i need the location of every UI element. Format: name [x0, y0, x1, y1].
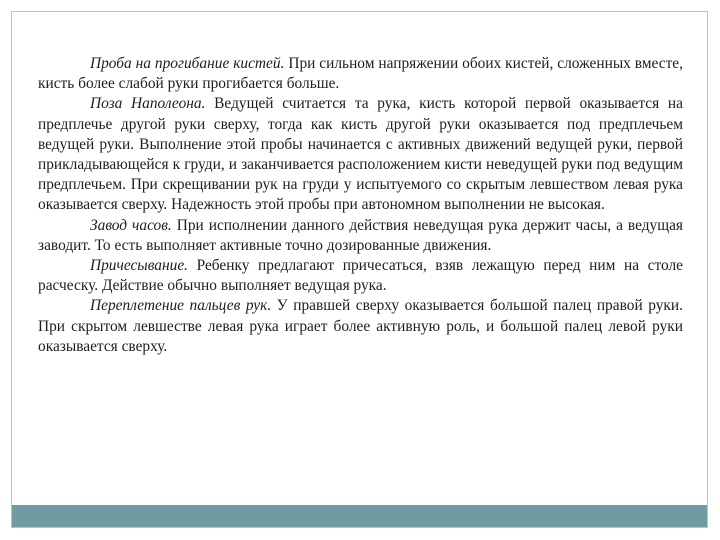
- text-block: [38, 54, 683, 357]
- footer-band: [12, 505, 707, 527]
- paragraph-body: Ведущей считается та рука, кисть которой первой оказывается на предплечье другой руки сверху, тогда как кисть другой руки оказывается под предплечьем ведущей руки. Выполнение этой пробы начинается с активных движений ведущей руки, первой прикладывающейся к груди, и заканчивается расположением кисти неведущей руки под ведущим предплечьем. При скрещивании рук на груди у испытуемого со скрытым левшеством левая рука оказывается сверху. Надежность этой пробы при автономном выполнении не высокая.: [38, 95, 683, 214]
- paragraph-body: При исполнении данного действия неведущая рука держит часы, а ведущая заводит. То есть выполняет активные точно дозированные движения.: [38, 216, 683, 254]
- paragraph-napoleon-pose: [38, 94, 683, 215]
- paragraph-finger-interlacing: [38, 296, 683, 357]
- paragraph-wrist-bend-test: [38, 54, 683, 94]
- paragraph-body: У правшей сверху оказывается большой палец правой руки. При скрытом левшестве левая рука играет более активную роль, и большой палец левой руки оказывается сверху.: [38, 297, 683, 355]
- paragraph-body: Ребенку предлагают причесаться, взяв лежащую перед ним на столе расческу. Действие обычно выполняет ведущая рука.: [38, 257, 683, 295]
- paragraph-watch-winding: [38, 216, 683, 256]
- paragraph-hair-combing: [38, 256, 683, 296]
- paragraph-lead: Проба на прогибание кистей.: [90, 55, 285, 72]
- paragraph-lead: Переплетение пальцев рук.: [90, 297, 272, 315]
- paragraph-lead: Причесывание.: [90, 257, 189, 275]
- slide: [11, 11, 708, 528]
- paragraph-lead: Поза Наполеона.: [90, 95, 206, 113]
- paragraph-lead: Завод часов.: [90, 216, 172, 234]
- paragraph-body: При сильном напряжении обоих кистей, сложенных вместе, кисть более слабой руки прогибается больше.: [38, 55, 683, 93]
